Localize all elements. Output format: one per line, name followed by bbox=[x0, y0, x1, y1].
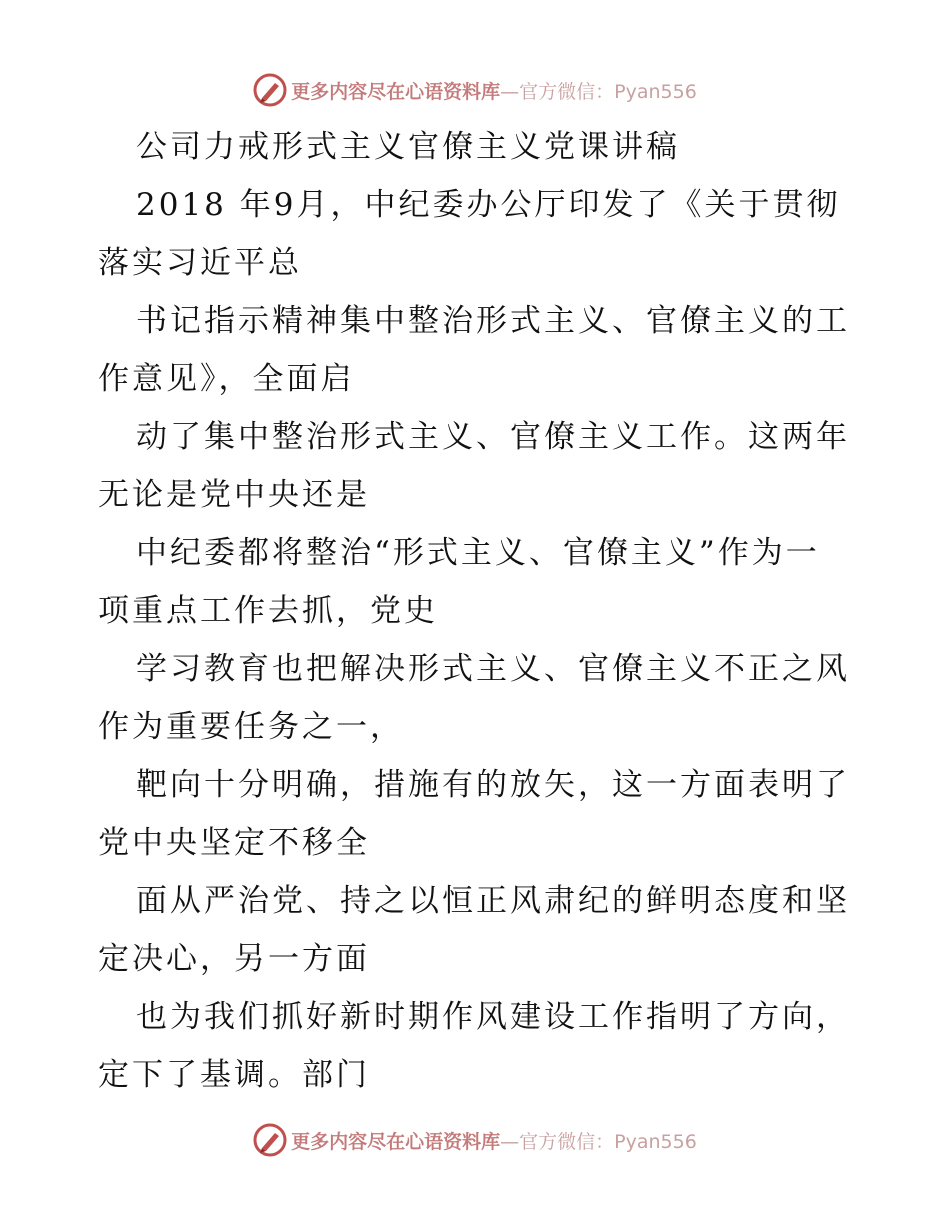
pen-logo-icon bbox=[253, 73, 287, 107]
pen-logo-icon bbox=[253, 1123, 287, 1157]
watermark-lead: 更多内容尽在心语资料库 bbox=[291, 80, 501, 103]
watermark-text bbox=[291, 77, 697, 104]
text-line: 无论是党中央还是 bbox=[98, 477, 370, 513]
watermark-tail: 官方微信：Pyan556 bbox=[519, 80, 697, 103]
text-line: 也为我们抓好新时期作风建设工作指明了方向， bbox=[136, 999, 850, 1035]
text-line: 定下了基调。部门 bbox=[98, 1057, 370, 1093]
text-line: 面从严治党、持之以恒正风肃纪的鲜明态度和坚 bbox=[136, 883, 850, 919]
header-watermark-banner bbox=[0, 70, 950, 110]
text-line: 项重点工作去抓，党史 bbox=[98, 593, 438, 629]
text-line: 书记指示精神集中整治形式主义、官僚主义的工 bbox=[136, 303, 850, 339]
footer-watermark-banner bbox=[0, 1120, 950, 1160]
watermark-dash: — bbox=[500, 80, 520, 103]
text-line: 靶向十分明确，措施有的放矢，这一方面表明了 bbox=[136, 767, 850, 803]
text-line: 作意见》，全面启 bbox=[98, 361, 355, 397]
text-line: 定决心，另一方面 bbox=[98, 941, 370, 977]
watermark-dash: — bbox=[500, 1130, 520, 1153]
text-line: 中纪委都将整治“形式主义、官僚主义”作为一 bbox=[136, 535, 820, 571]
document-body bbox=[98, 118, 858, 1104]
watermark-tail: 官方微信：Pyan556 bbox=[519, 1130, 697, 1153]
text-line: 作为重要任务之一， bbox=[98, 709, 404, 745]
watermark-text bbox=[291, 1127, 697, 1154]
watermark-lead: 更多内容尽在心语资料库 bbox=[291, 1130, 501, 1153]
text-line: 动了集中整治形式主义、官僚主义工作。这两年 bbox=[136, 419, 850, 455]
text-line: 落实习近平总 bbox=[98, 245, 302, 281]
text-line: 2018 年9月，中纪委办公厅印发了《关于贯彻 bbox=[136, 187, 841, 223]
document-title: 公司力戒形式主义官僚主义党课讲稿 bbox=[136, 129, 680, 165]
text-line: 党中央坚定不移全 bbox=[98, 825, 370, 861]
text-line: 学习教育也把解决形式主义、官僚主义不正之风 bbox=[136, 651, 850, 687]
